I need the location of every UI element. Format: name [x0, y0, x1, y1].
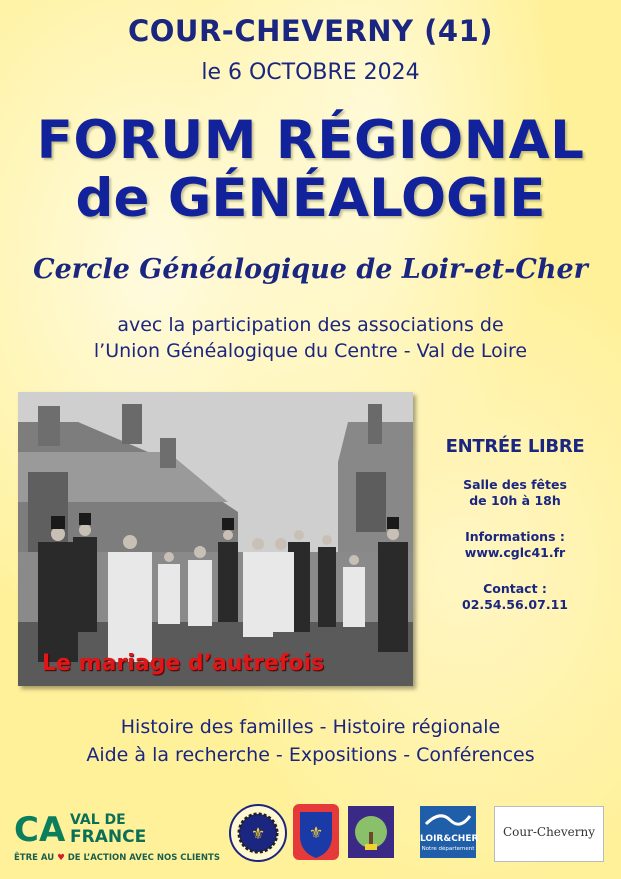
venue-block: [420, 477, 610, 509]
informations-block: [420, 529, 610, 561]
title-line-1: FORUM RÉGIONAL: [36, 110, 585, 171]
loir-et-cher-logo: [420, 806, 479, 858]
heart-icon: ♥: [57, 853, 65, 863]
wedding-photo: [18, 392, 413, 686]
credit-agricole-name-line-2: FRANCE: [70, 827, 147, 847]
participation-line-2: l’Union Généalogique du Centre - Val de Loire: [93, 340, 528, 362]
cercle-genealogique-seal: [228, 802, 288, 864]
tagline-part-1: ÊTRE AU: [14, 853, 55, 863]
website-link[interactable]: www.cglc41.fr: [464, 545, 566, 560]
loir-et-cher-name: LOIR&CHER: [420, 834, 479, 844]
participation-line-1: avec la participation des associations de: [117, 314, 504, 336]
credit-agricole-logo: [14, 810, 220, 866]
informations-label: Informations :: [465, 529, 565, 544]
contact-label: Contact :: [483, 581, 547, 596]
credit-agricole-name-line-1: VAL DE: [70, 812, 126, 828]
cour-cheverny-logo-text: Cour-Cheverny: [502, 825, 596, 839]
ugc-val-de-loire-logo: [348, 806, 394, 858]
opening-hours: de 10h à 18h: [469, 493, 561, 508]
organizer-name: Cercle Généalogique de Loir-et-Cher: [33, 254, 588, 285]
sponsor-logos: [0, 800, 621, 870]
event-date: le 6 OCTOBRE 2024: [201, 60, 420, 85]
event-info: [420, 436, 610, 613]
contact-phone: 02.54.56.07.11: [462, 597, 568, 612]
contact-block: [420, 581, 610, 613]
town-heading: COUR-CHEVERNY (41): [127, 14, 494, 48]
credit-agricole-tagline: [14, 853, 220, 863]
tagline-part-2: DE L’ACTION AVEC NOS CLIENTS: [67, 853, 220, 863]
loir-et-cher-sub: Notre département: [421, 846, 475, 852]
entry-free-label: ENTRÉE LIBRE: [445, 436, 585, 457]
themes-line-2: Aide à la recherche - Expositions - Conférences: [86, 744, 535, 766]
svg-text:⚜: ⚜: [308, 823, 324, 842]
wedding-photo-illustration: [18, 392, 413, 686]
svg-text:⚜: ⚜: [250, 824, 266, 843]
venue-name: Salle des fêtes: [463, 477, 567, 492]
union-genealogique-shield: [293, 804, 339, 860]
credit-agricole-mark: CA: [14, 810, 66, 850]
cour-cheverny-logo: [494, 806, 604, 862]
photo-caption: Le mariage d’autrefois: [42, 651, 325, 676]
title-line-2: de GÉNÉALOGIE: [75, 168, 546, 229]
loir-et-cher-wave-icon: [420, 806, 476, 834]
themes-line-1: Histoire des familles - Histoire régionale: [120, 716, 501, 738]
